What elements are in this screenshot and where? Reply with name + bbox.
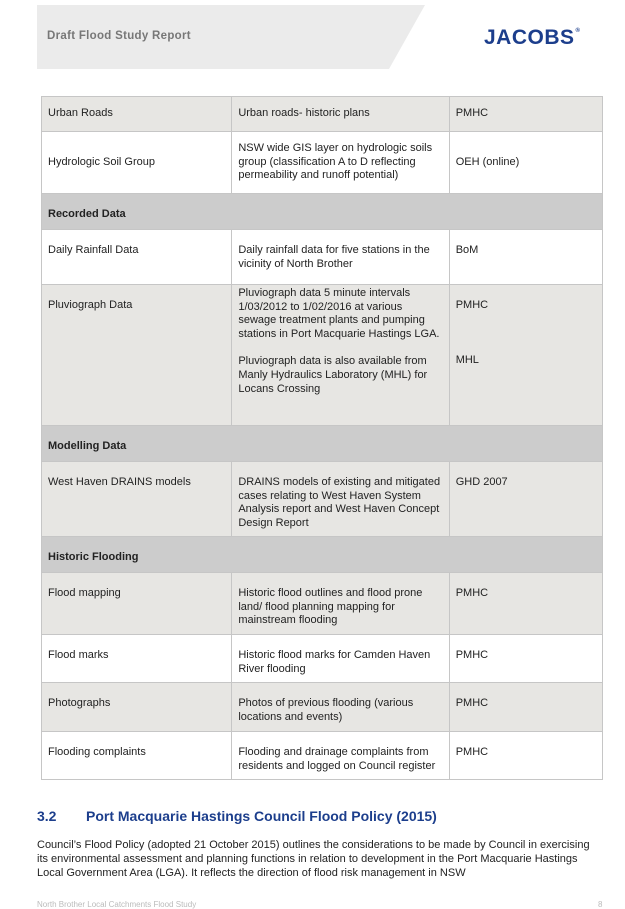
table-row <box>42 462 603 537</box>
table-row <box>42 132 603 194</box>
table-cell: Historic flood marks for Camden Haven River flooding <box>232 635 449 683</box>
table-row <box>42 230 603 285</box>
section-paragraph: Council’s Flood Policy (adopted 21 October 2015) outlines the considerations to be made by Council in exercising its environmental assessment and planning functions in relation to development in the Port Macquarie Hastings Local Government Area (LGA). It reflects the direction of flood risk management in NSW <box>37 839 590 879</box>
table-cell: Historic flood outlines and flood prone land/ flood planning mapping for mainstream flooding <box>232 573 449 635</box>
table-cell: PMHC <box>449 732 602 780</box>
table-cell: Pluviograph Data <box>42 285 232 426</box>
table-cell: PMHC <box>449 97 602 132</box>
table-cell: NSW wide GIS layer on hydrologic soils group (classification A to D reflecting permeability and runoff potential) <box>232 132 449 194</box>
jacobs-logo <box>484 26 580 50</box>
logo-text: JACOBS <box>484 26 575 49</box>
table-cell: Daily Rainfall Data <box>42 230 232 285</box>
section-number: 3.2 <box>37 808 57 824</box>
section-heading <box>37 808 437 824</box>
cell-text: Pluviograph data is also available from Manly Hydraulics Laboratory (MHL) for Locans Crossing <box>238 355 428 395</box>
table-cell: Flood marks <box>42 635 232 683</box>
table-cell: PMHC <box>449 635 602 683</box>
table-row <box>42 285 603 426</box>
header-title: Draft Flood Study Report <box>47 30 191 42</box>
table-cell: Flood mapping <box>42 573 232 635</box>
table-cell: Hydrologic Soil Group <box>42 132 232 194</box>
section-title: Port Macquarie Hastings Council Flood Policy (2015) <box>86 808 437 824</box>
cell-text: PMHC <box>455 299 489 311</box>
data-sources-table <box>41 96 603 780</box>
table-cell: BoM <box>449 230 602 285</box>
table-cell: Photographs <box>42 683 232 732</box>
table-cell: PMHC <box>449 683 602 732</box>
table-cell: Urban roads- historic plans <box>232 97 449 132</box>
footer-text: North Brother Local Catchments Flood Study <box>37 900 197 909</box>
cell-text: MHL <box>455 353 479 366</box>
table-cell: Flooding and drainage complaints from residents and logged on Council register <box>232 732 449 780</box>
table-section-row <box>42 426 603 462</box>
section-label-modelling-data: Modelling Data <box>42 426 603 462</box>
table-cell <box>449 285 602 426</box>
section-label-historic-flooding: Historic Flooding <box>42 537 603 573</box>
table-cell: PMHC <box>449 573 602 635</box>
table-cell: Photos of previous flooding (various locations and events) <box>232 683 449 732</box>
table-cell: GHD 2007 <box>449 462 602 537</box>
table-row <box>42 732 603 780</box>
table-cell: West Haven DRAINS models <box>42 462 232 537</box>
table-cell: DRAINS models of existing and mitigated cases relating to West Haven System Analysis report and West Haven Concept Design Report <box>232 462 449 537</box>
table-row <box>42 97 603 132</box>
table-row <box>42 683 603 732</box>
table-section-row <box>42 537 603 573</box>
table-row <box>42 573 603 635</box>
table-section-row <box>42 194 603 230</box>
table-row <box>42 635 603 683</box>
section-label-recorded-data: Recorded Data <box>42 194 603 230</box>
table-cell: Daily rainfall data for five stations in the vicinity of North Brother <box>232 230 449 285</box>
table-cell: OEH (online) <box>449 132 602 194</box>
cell-text: Pluviograph data 5 minute intervals 1/03/2012 to 1/02/2016 at various sewage treatment plants and pumping stations in Port Macquarie Hastings LGA. <box>238 287 440 340</box>
table-cell: Flooding complaints <box>42 732 232 780</box>
logo-registered-mark: ® <box>575 28 581 34</box>
page-number: 8 <box>598 900 603 909</box>
table-cell <box>232 285 449 426</box>
table-cell: Urban Roads <box>42 97 232 132</box>
